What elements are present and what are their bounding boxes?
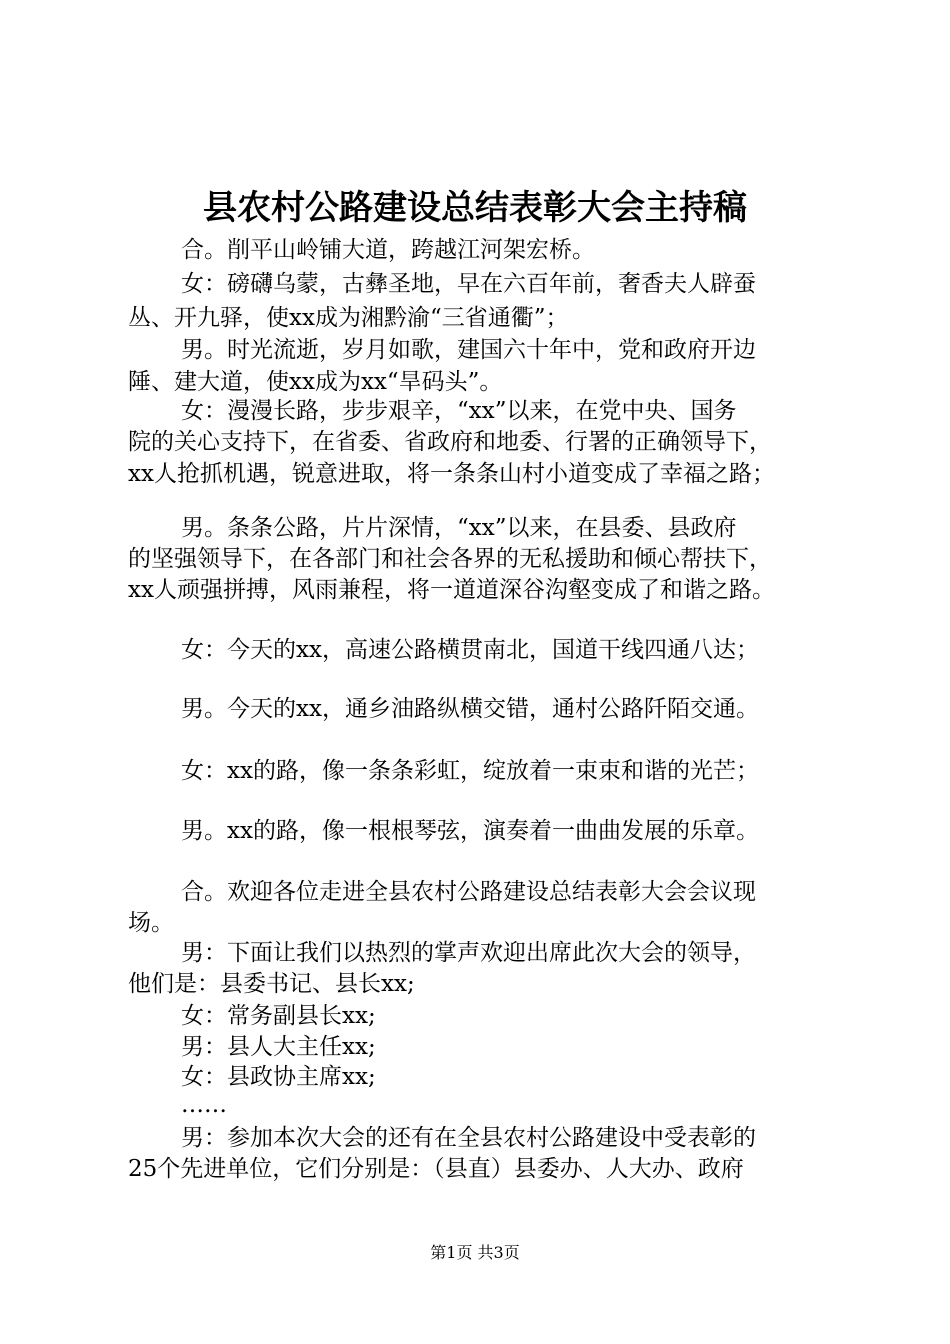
page-footer: 第1页 共3页 <box>430 1243 520 1262</box>
paragraph-line: 丛、开九驿，使xx成为湘黔渝“三省通衢”； <box>128 305 569 331</box>
paragraph-line: 男。xx的路，像一根根琴弦，演奏着一曲曲发展的乐章。 <box>181 818 759 844</box>
paragraph-line: 女：磅礴乌蒙，古彝圣地，早在六百年前，奢香夫人辟蚕 <box>181 271 756 297</box>
paragraph-line: 的坚强领导下，在各部门和社会各界的无私援助和倾心帮扶下， <box>128 546 772 572</box>
paragraph-line: 合。削平山岭铺大道，跨越江河架宏桥。 <box>181 237 595 263</box>
paragraph-line: 女：漫漫长路，步步艰辛，“xx”以来，在党中央、国务 <box>181 398 737 424</box>
paragraph-line: 男：县人大主任xx; <box>181 1034 376 1060</box>
paragraph-line: 男。条条公路，片片深情，“xx”以来，在县委、县政府 <box>181 515 737 541</box>
paragraph-line: 男：下面让我们以热烈的掌声欢迎出席此次大会的领导， <box>181 940 756 966</box>
paragraph-line: 他们是：县委书记、县长xx; <box>128 971 415 997</box>
paragraph-line: 合。欢迎各位走进全县农村公路建设总结表彰大会会议现 <box>181 879 756 905</box>
paragraph-line: 女：今天的xx，高速公路横贯南北，国道干线四通八达； <box>181 637 759 663</box>
paragraph-line: xx人顽强拼搏，风雨兼程，将一道道深谷沟壑变成了和谐之路。 <box>128 577 775 603</box>
paragraph-line: 院的关心支持下，在省委、省政府和地委、行署的正确领导下， <box>128 429 772 455</box>
paragraph-line: 男。今天的xx，通乡油路纵横交错，通村公路阡陌交通。 <box>181 696 759 722</box>
paragraph-line: xx人抢抓机遇，锐意进取，将一条条山村小道变成了幸福之路； <box>128 461 775 487</box>
paragraph-line: 男。时光流逝，岁月如歌，建国六十年中，党和政府开边 <box>181 337 756 363</box>
paragraph-line: 女：县政协主席xx; <box>181 1064 376 1090</box>
paragraph-line: 场。 <box>128 910 174 936</box>
document-title: 县农村公路建设总结表彰大会主持稿 <box>203 188 747 228</box>
paragraph-line: 男：参加本次大会的还有在全县农村公路建设中受表彰的 <box>181 1125 756 1151</box>
paragraph-line: 女：常务副县长xx; <box>181 1003 376 1029</box>
paragraph-line: 25个先进单位，它们分别是：（县直）县委办、人大办、政府 <box>128 1156 744 1182</box>
paragraph-line: 陲、建大道，使xx成为xx“旱码头”。 <box>128 369 503 395</box>
paragraph-line: …… <box>181 1092 227 1118</box>
paragraph-line: 女：xx的路，像一条条彩虹，绽放着一束束和谐的光芒； <box>181 758 759 784</box>
